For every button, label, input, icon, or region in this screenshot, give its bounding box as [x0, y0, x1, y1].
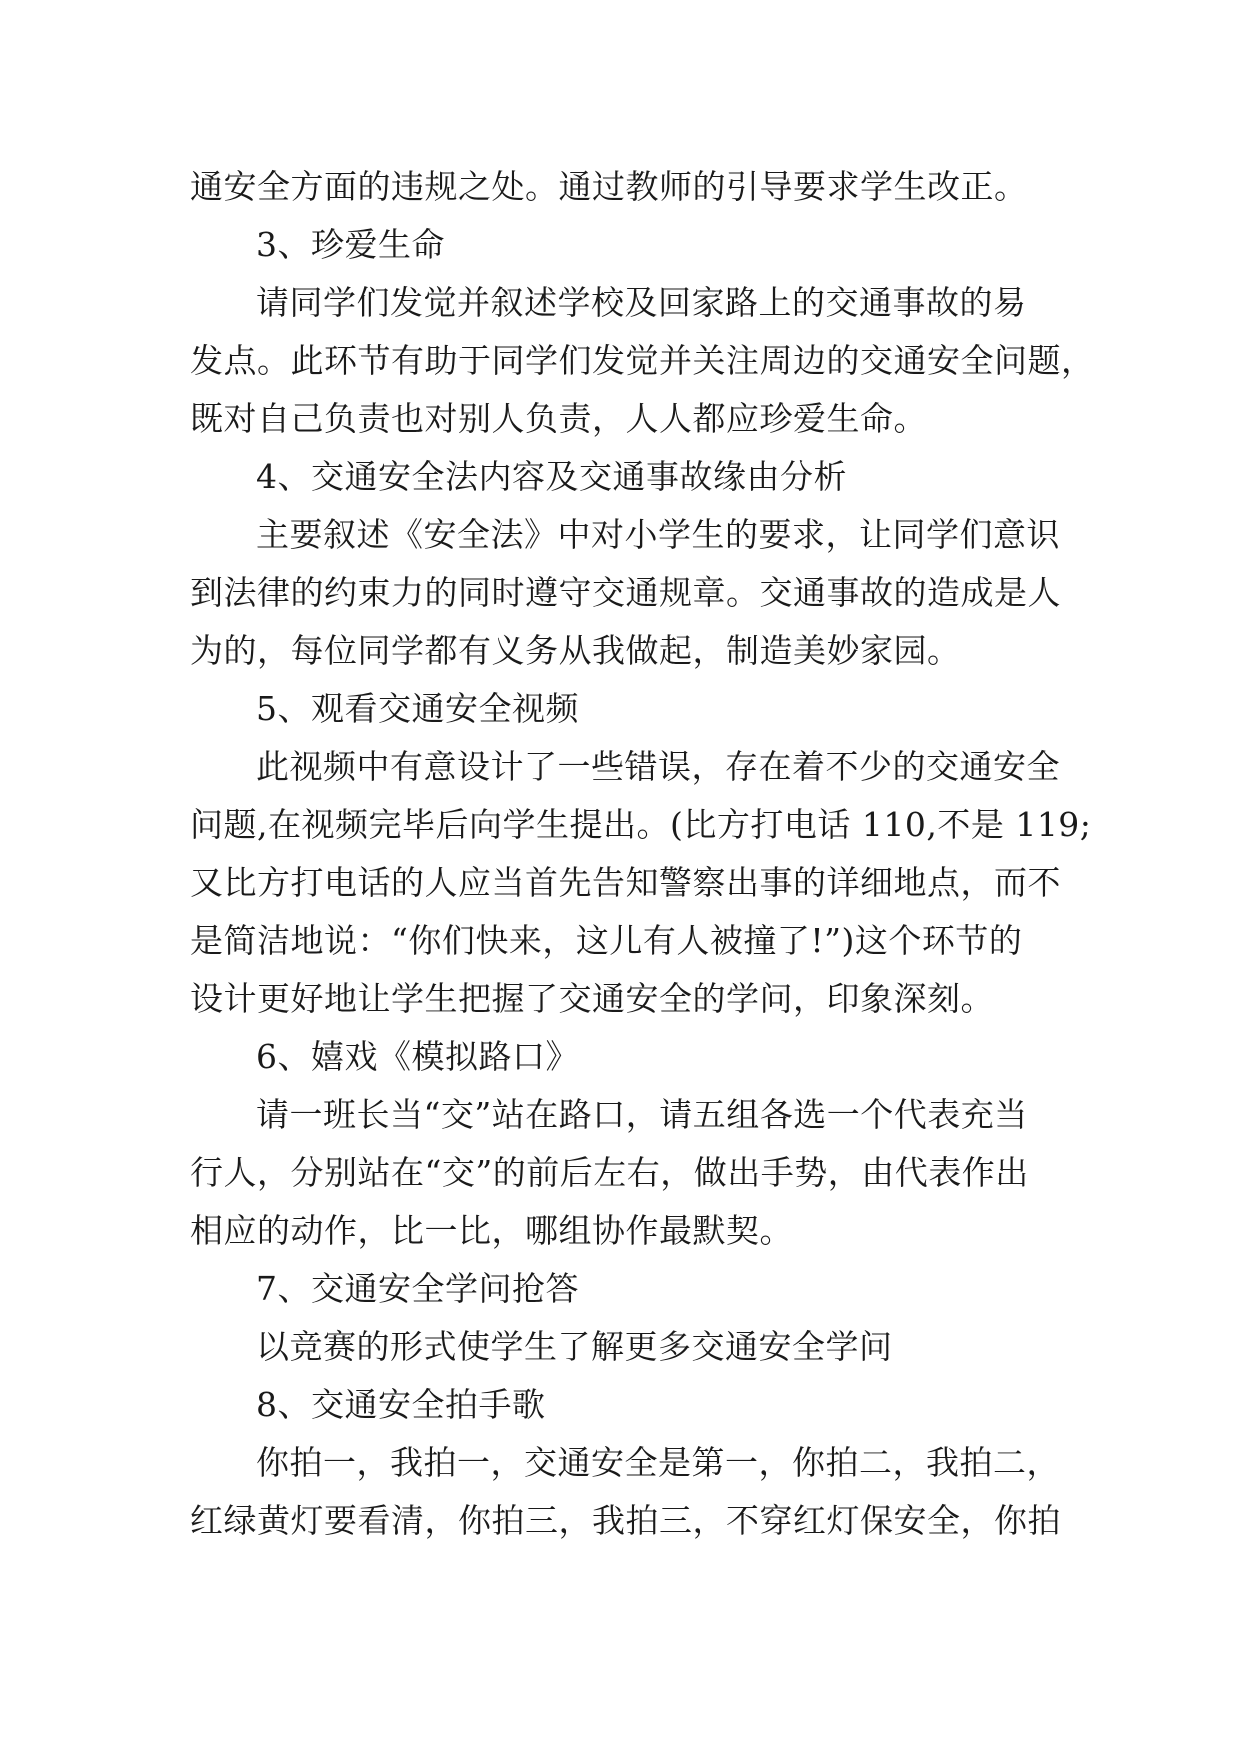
text-line: 7、交通安全学问抢答	[256, 1269, 579, 1308]
text-line: 4、交通安全法内容及交通事故缘由分析	[256, 457, 847, 496]
text-line: 6、嬉戏《模拟路口》	[256, 1037, 579, 1076]
text-line: 主要叙述《安全法》中对小学生的要求，让同学们意识	[256, 515, 1060, 554]
text-line: 3、珍爱生命	[256, 225, 445, 264]
text-line: 为的，每位同学都有义务从我做起，制造美妙家园。	[190, 631, 961, 670]
text-line: 设计更好地让学生把握了交通安全的学问，印象深刻。	[190, 979, 994, 1018]
text-line: 既对自己负责也对别人负责，人人都应珍爱生命。	[190, 399, 927, 438]
text-line: 是简洁地说：“你们快来，这儿有人被撞了!”)这个环节的	[190, 921, 1023, 960]
text-line: 通安全方面的违规之处。通过教师的引导要求学生改正。	[190, 167, 1028, 206]
text-line: 到法律的约束力的同时遵守交通规章。交通事故的造成是人	[190, 573, 1061, 612]
text-line: 请同学们发觉并叙述学校及回家路上的交通事故的易	[256, 283, 1027, 322]
text-line: 红绿黄灯要看清，你拍三，我拍三，不穿红灯保安全，你拍	[190, 1501, 1061, 1540]
document-body	[190, 158, 1095, 1550]
text-line: 发点。此环节有助于同学们发觉并关注周边的交通安全问题，	[190, 341, 1095, 380]
text-line: 你拍一，我拍一，交通安全是第一，你拍二，我拍二，	[256, 1443, 1060, 1482]
text-line: 请一班长当“交”站在路口，请五组各选一个代表充当	[256, 1095, 1028, 1134]
text-line: 5、观看交通安全视频	[256, 689, 579, 728]
text-line: 问题,在视频完毕后向学生提出。(比方打电话 110,不是 119;	[190, 805, 1092, 844]
text-line: 相应的动作，比一比，哪组协作最默契。	[190, 1211, 793, 1250]
text-line: 8、交通安全拍手歌	[256, 1385, 546, 1424]
text-line: 以竞赛的形式使学生了解更多交通安全学问	[256, 1327, 893, 1366]
text-line: 又比方打电话的人应当首先告知警察出事的详细地点，而不	[190, 863, 1061, 902]
text-line: 此视频中有意设计了一些错误，存在着不少的交通安全	[256, 747, 1060, 786]
text-line: 行人，分别站在“交”的前后左右，做出手势，由代表作出	[190, 1153, 1029, 1192]
